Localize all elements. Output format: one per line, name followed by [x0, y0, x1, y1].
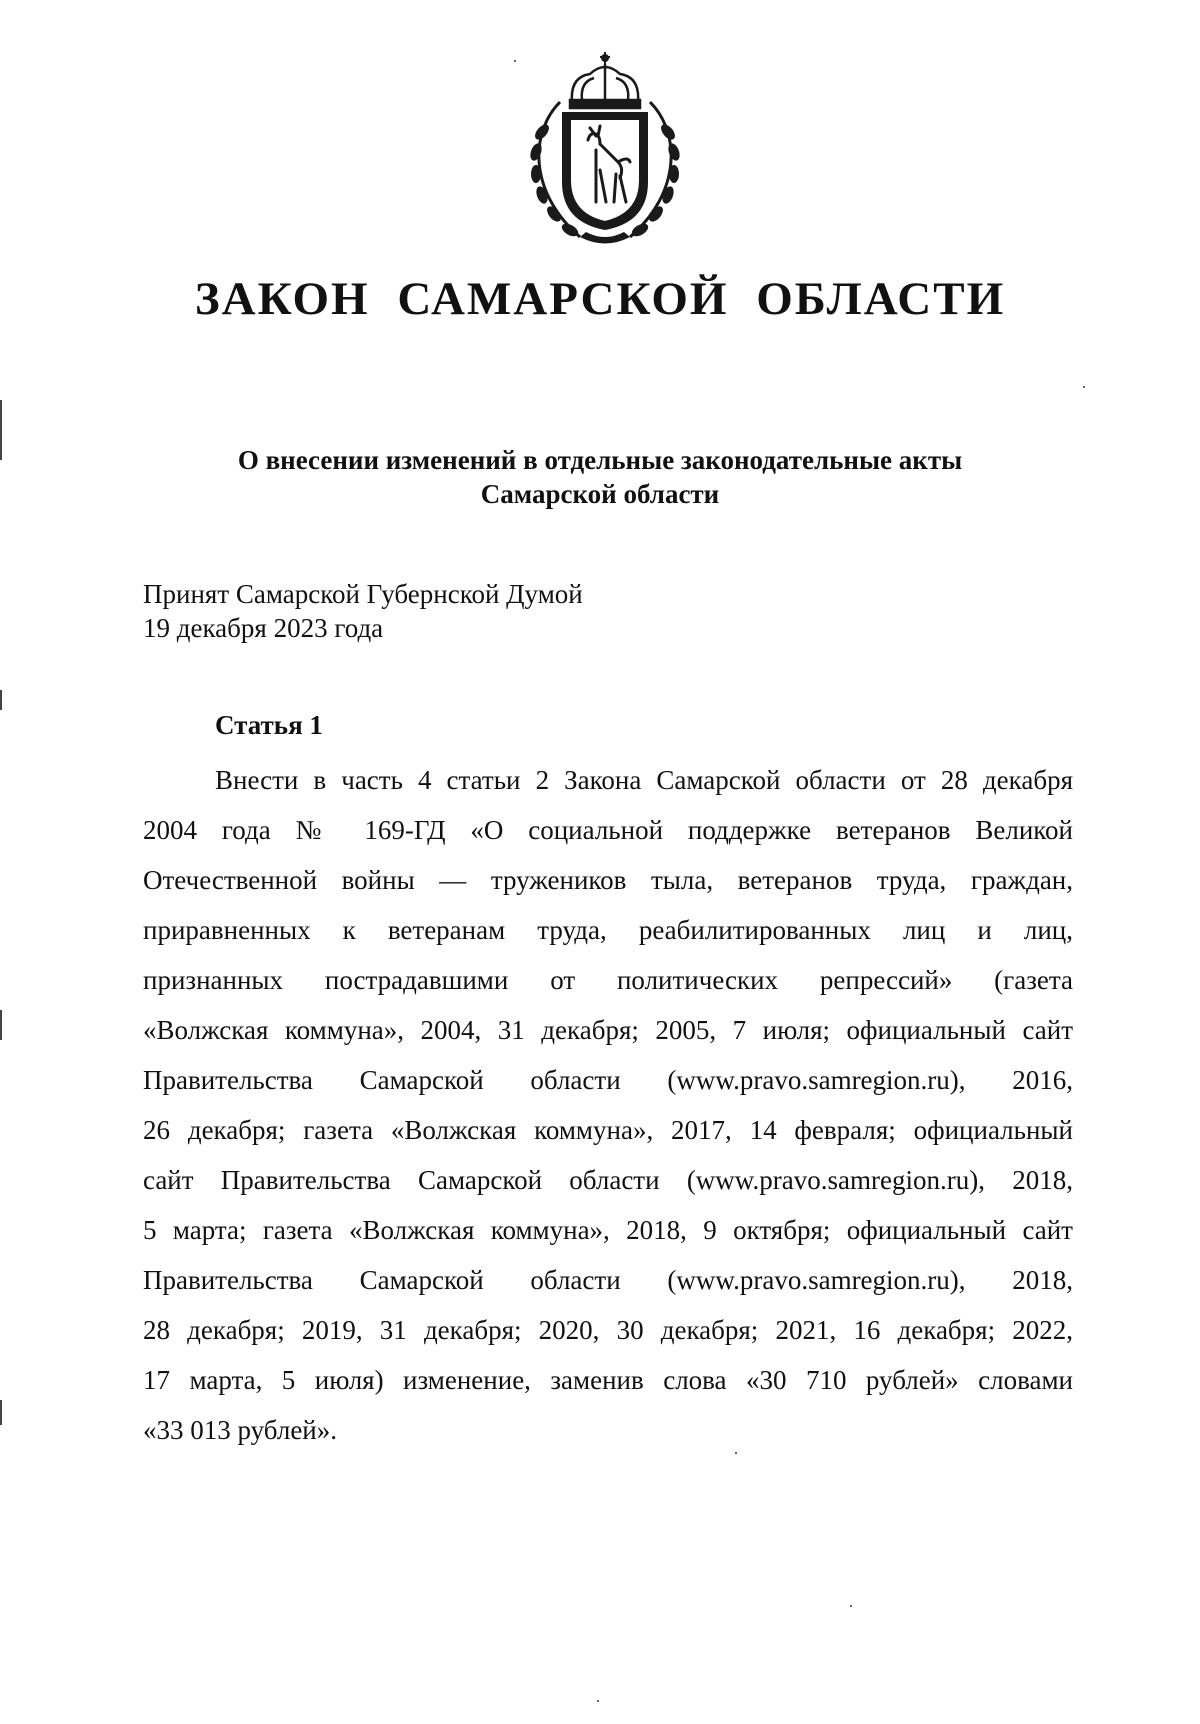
scan-edge-mark	[0, 1400, 2, 1425]
scan-speck	[514, 60, 516, 62]
scan-edge-mark	[0, 690, 2, 710]
scan-speck	[850, 1605, 852, 1607]
scan-speck	[735, 1452, 737, 1454]
article-line: 5 марта; газета «Волжская коммуна», 2018, 9 октября; официальный сайт	[143, 1215, 1073, 1245]
adoption-body: Принят Самарской Губернской Думой	[143, 579, 583, 609]
adoption-info	[143, 577, 583, 645]
article-line: «33 013 рублей».	[143, 1415, 338, 1445]
scan-speck	[597, 1700, 599, 1702]
article-line: Внести в часть 4 статьи 2 Закона Самарской области от 28 декабря	[215, 765, 1073, 795]
article-line: 2004 года № 169-ГД «О социальной поддержке ветеранов Великой	[143, 815, 1073, 845]
scan-edge-mark	[0, 400, 2, 460]
article-line: 17 марта, 5 июля) изменение, заменив слова «30 710 рублей» словами	[143, 1365, 1073, 1395]
article-line: Правительства Самарской области (www.pravo.samregion.ru), 2016,	[143, 1065, 1073, 1095]
article-body	[143, 755, 1073, 1455]
subtitle-line: Самарской области	[480, 479, 720, 509]
subtitle-line: О внесении изменений в отдельные законодательные акты	[237, 445, 963, 475]
law-subtitle	[150, 443, 1050, 511]
article-line: 28 декабря; 2019, 31 декабря; 2020, 30 декабря; 2021, 16 декабря; 2022,	[143, 1315, 1073, 1345]
scan-speck	[1083, 386, 1085, 388]
adoption-date: 19 декабря 2023 года	[143, 613, 384, 643]
article-line: 26 декабря; газета «Волжская коммуна», 2017, 14 февраля; официальный	[143, 1115, 1073, 1145]
article-heading: Статья 1	[215, 710, 323, 740]
article-line: Отечественной войны — тружеников тыла, ветеранов труда, граждан,	[143, 865, 1073, 895]
article-line: Правительства Самарской области (www.pravo.samregion.ru), 2018,	[143, 1265, 1073, 1295]
samara-coat-of-arms-icon	[520, 52, 690, 248]
law-title: ЗАКОН САМАРСКОЙ ОБЛАСТИ	[194, 273, 1006, 325]
scan-edge-mark	[0, 1010, 2, 1040]
article-line: приравненных к ветеранам труда, реабилитированных лиц и лиц,	[143, 915, 1073, 945]
article-line: сайт Правительства Самарской области (www.pravo.samregion.ru), 2018,	[143, 1165, 1073, 1195]
article-line: признанных пострадавшими от политических репрессий» (газета	[143, 965, 1073, 995]
article-line: «Волжская коммуна», 2004, 31 декабря; 2005, 7 июля; официальный сайт	[143, 1015, 1073, 1045]
